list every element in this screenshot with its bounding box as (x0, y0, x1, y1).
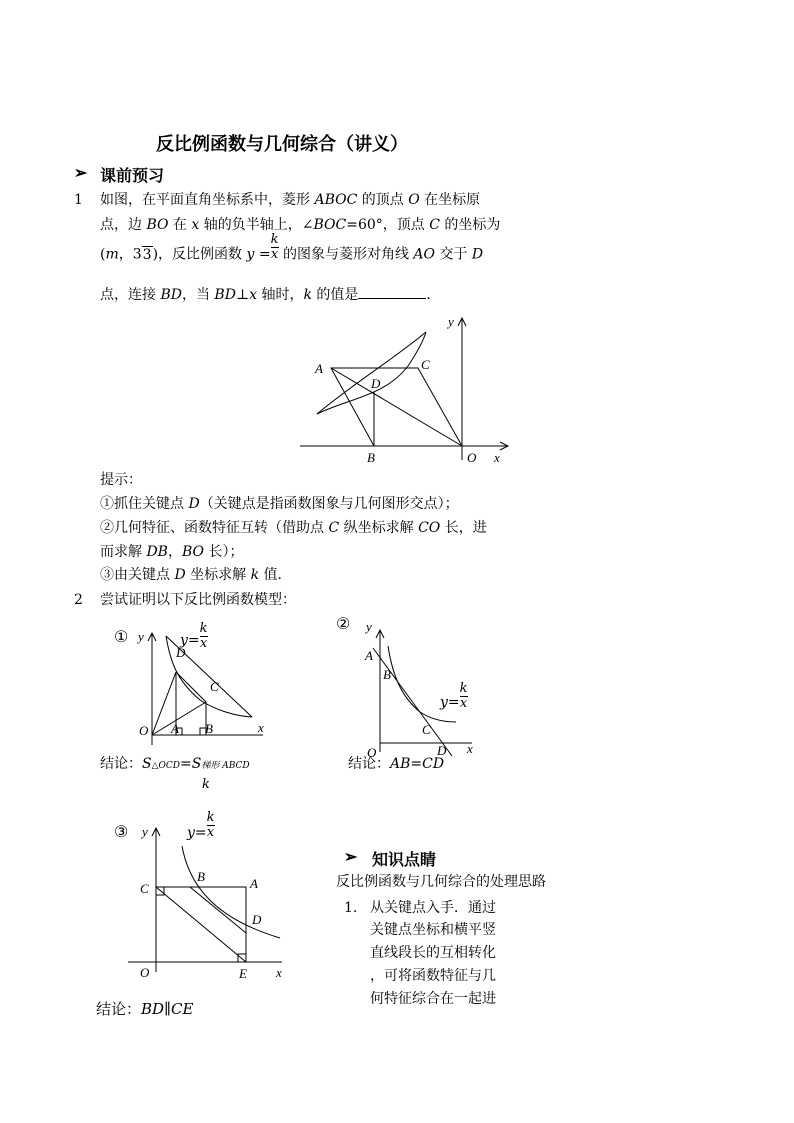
m3-label-b: B (197, 869, 205, 884)
m1-label-b: B (205, 721, 213, 736)
fig1-label-b: B (367, 450, 375, 465)
q1-line-3: (m，33)，反比例函数 y = $\frac{k}{x}$ 的图象与菱形对角线 AO 交于 D (100, 232, 484, 263)
q1-line-2: 点，边 BO 在 x 轴的负半轴上，∠BOC=60°，顶点 C 的坐标为 (100, 217, 501, 233)
m2-label-b: B (383, 667, 391, 682)
fraction-k-over-x: $\frac{k}{x}$ (270, 232, 279, 262)
m2-label-y: y (366, 619, 372, 634)
m1-stray-k: k (202, 777, 210, 792)
m2-label-a: A (365, 648, 373, 663)
model-2-mark: ② (336, 614, 351, 633)
section-heading-preview: 课前预习 (100, 166, 165, 185)
bullet-arrow-icon: ➢ (74, 163, 88, 182)
model-1-mark: ① (114, 627, 129, 646)
m3-label-d: D (252, 912, 262, 927)
m3-equation: y= $\frac{k}{x}$ (187, 809, 215, 841)
m1-conclusion: 结论：S△OCD=S梯形 ABCD (100, 756, 250, 772)
m2-label-o: O (367, 745, 377, 760)
knowledge-item-number: 1. (344, 900, 358, 916)
hint-2: ②几何特征、函数特征互转（借助点 C 纵坐标求解 CO 长，进 (100, 520, 487, 536)
m2-label-c: C (422, 722, 431, 737)
sqrt-radicand: 3 (142, 246, 152, 263)
q2-text: 尝试证明以下反比例函数模型： (100, 592, 296, 608)
m3-conclusion: 结论：BD∥CE (96, 1000, 194, 1018)
bullet-arrow-icon: ➢ (344, 847, 358, 866)
knowledge-line-5: 何特征综合在一起进 (370, 991, 496, 1007)
fig1-label-a: A (315, 361, 323, 376)
section-heading-knowledge: 知识点睛 (372, 850, 437, 869)
hint-1: ①抓住关键点 D（关键点是指函数图象与几何图形交点）； (100, 496, 459, 512)
fig1-label-x: x (494, 450, 500, 465)
hints-label: 提示： (100, 472, 142, 488)
m3-label-x: x (276, 965, 282, 980)
m3-segment-bd (190, 887, 246, 933)
q1-line-1: 如图，在平面直角坐标系中，菱形 ABOC 的顶点 O 在坐标原 (100, 192, 481, 208)
fig1-label-d: D (371, 376, 381, 391)
m3-label-c: C (140, 881, 149, 896)
m3-label-y: y (142, 824, 148, 839)
m1-label-x: x (258, 720, 264, 735)
fig1-label-y: y (448, 314, 454, 329)
m1-equation: y= $\frac{k}{x}$ (180, 621, 208, 651)
knowledge-line-4: ，可将函数特征与几 (370, 968, 496, 984)
hint-3: ③由关键点 D 坐标求解 k 值. (100, 567, 282, 583)
knowledge-intro: 反比例函数与几何综合的处理思路 (336, 874, 546, 890)
knowledge-line-2: 关键点坐标和横平竖 (370, 922, 496, 938)
m2-equation: y= $\frac{k}{x}$ (440, 681, 468, 711)
m2-conclusion: 结论：AB=CD (348, 756, 445, 772)
m1-label-o: O (139, 723, 149, 738)
hint-2-cont: 而求解 DB，BO 长）； (100, 544, 244, 560)
m3-label-e: E (239, 966, 247, 981)
fig1-label-c: C (421, 357, 430, 372)
knowledge-line-3: 直线段长的互相转化 (370, 945, 496, 961)
m2-label-x: x (467, 741, 473, 756)
page-title: 反比例函数与几何综合（讲义） (156, 134, 408, 155)
knowledge-line-1: 从关键点入手．通过 (370, 900, 496, 916)
m1-label-a: A (171, 721, 179, 736)
m3-label-a: A (250, 876, 258, 891)
question-number-2: 2 (74, 592, 83, 608)
model-3-mark: ③ (114, 822, 129, 841)
m1-label-y: y (138, 629, 144, 644)
q1-line-4: 点，连接 BD，当 BD⊥x 轴时，k 的值是 . (100, 287, 431, 303)
m1-label-d: D (176, 645, 186, 660)
question-number-1: 1 (74, 192, 83, 208)
fig1-label-o: O (467, 450, 477, 465)
m3-label-o: O (140, 965, 150, 980)
m2-label-d: D (437, 743, 447, 758)
m3-segment-ce (156, 887, 246, 962)
m1-label-c: C (210, 679, 219, 694)
